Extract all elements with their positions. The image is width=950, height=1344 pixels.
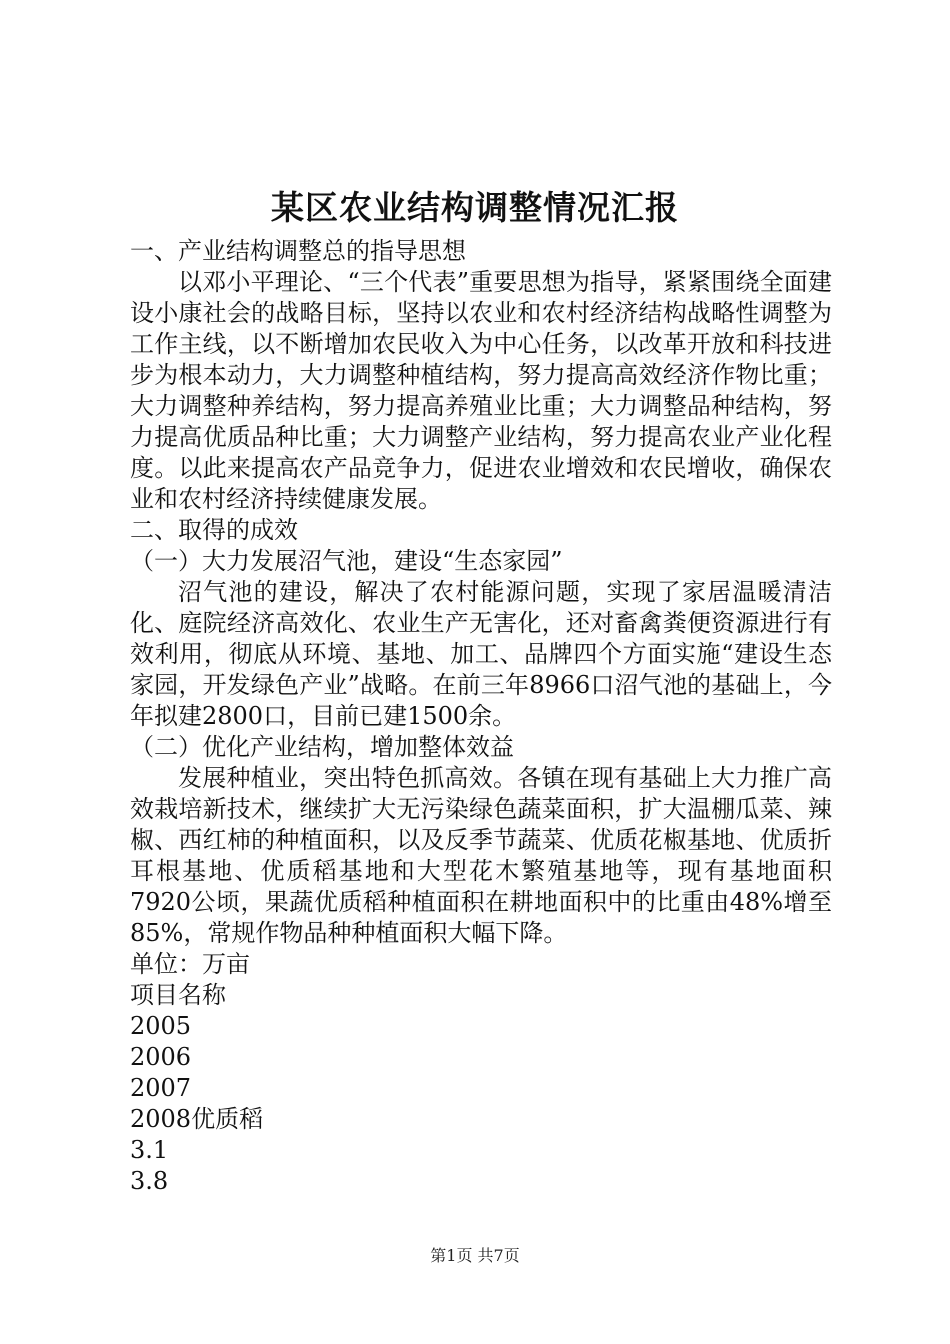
- table-cell-value: 3.1: [130, 1136, 169, 1164]
- document-title: 某区农业结构调整情况汇报: [271, 188, 679, 227]
- table-header-year-2008-row-label: 2008优质稻: [130, 1105, 264, 1133]
- data-table-lines: [130, 949, 832, 1197]
- paragraph-planting: 发展种植业，突出特色抓高效。各镇在现有基础上大力推广高效栽培新技术，继续扩大无污染绿色蔬菜面积，扩大温棚瓜菜、辣椒、西红柿的种植面积，以及反季节蔬菜、优质花椒基地、优质折耳根基地、优质稻基地和大型花木繁殖基地等，现有基地面积7920公顷，果蔬优质稻种植面积在耕地面积中的比重由48%增至85%，常规作物品种种植面积大幅下降。: [130, 764, 832, 947]
- document-body: [130, 236, 832, 1197]
- table-header-item-name: 项目名称: [130, 981, 226, 1009]
- table-unit-label: 单位：万亩: [130, 950, 250, 978]
- section-heading-achievements: 二、取得的成效: [130, 516, 298, 544]
- paragraph-guiding-ideology: 以邓小平理论、“三个代表”重要思想为指导，紧紧围绕全面建设小康社会的战略目标，坚持以农业和农村经济结构战略性调整为工作主线，以不断增加农民收入为中心任务，以改革开放和科技进步为根本动力，大力调整种植结构，努力提高高效经济作物比重；大力调整种养结构，努力提高养殖业比重；大力调整品种结构，努力提高优质品种比重；大力调整产业结构，努力提高农业产业化程度。以此来提高农产品竞争力，促进农业增效和农民增收，确保农业和农村经济持续健康发展。: [130, 268, 832, 513]
- paragraph-biogas: 沼气池的建设，解决了农村能源问题，实现了家居温暖清洁化、庭院经济高效化、农业生产无害化，还对畜禽粪便资源进行有效利用，彻底从环境、基地、加工、品牌四个方面实施“建设生态家园，开发绿色产业”战略。在前三年8966口沼气池的基础上，今年拟建2800口，目前已建1500余。: [130, 578, 832, 730]
- page-footer: 第1页 共7页: [430, 1246, 520, 1265]
- subsection-heading-biogas: （一）大力发展沼气池，建设“生态家园”: [130, 547, 563, 575]
- table-header-year-2006: 2006: [130, 1043, 192, 1071]
- table-cell-value: 3.8: [130, 1167, 169, 1195]
- table-header-year-2007: 2007: [130, 1074, 192, 1102]
- table-header-year-2005: 2005: [130, 1012, 192, 1040]
- subsection-heading-structure: （二）优化产业结构，增加整体效益: [130, 733, 514, 761]
- section-heading-guiding-ideology: 一、产业结构调整总的指导思想: [130, 237, 466, 265]
